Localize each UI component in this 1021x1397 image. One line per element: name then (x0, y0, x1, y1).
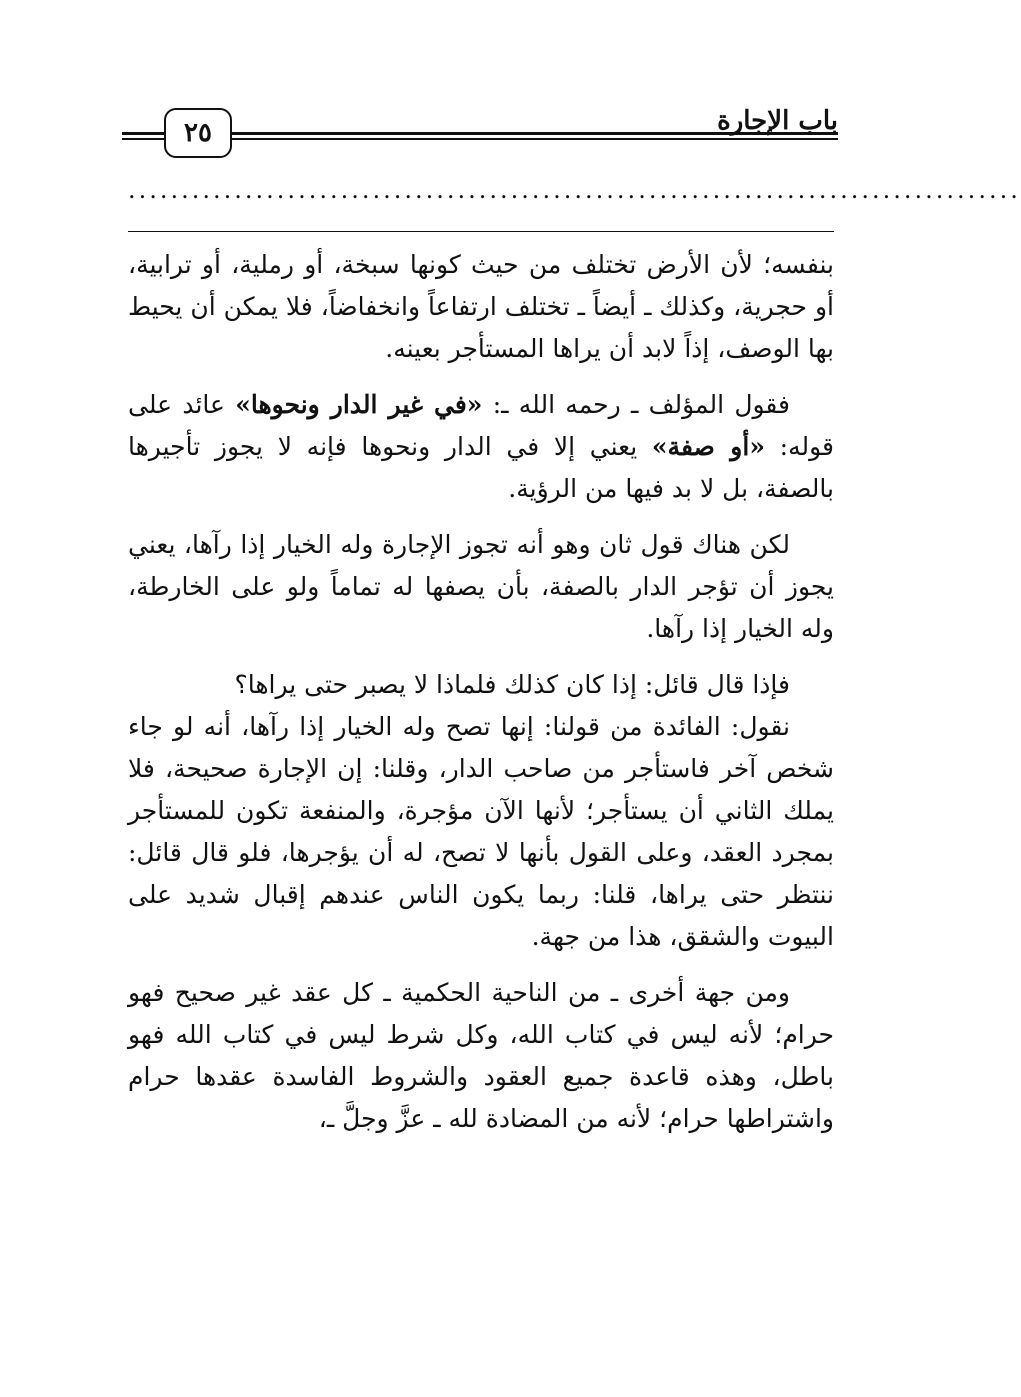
page-header (122, 100, 838, 162)
paragraph: بنفسه؛ لأن الأرض تختلف من حيث كونها سبخة، أو رملية، أو ترابية، أو حجرية، وكذلك ـ أيضاً ـ تختلف ارتفاعاً وانخفاضاً، فلا يمكن أن يحيط بها الوصف، إذاً لابد أن يراها المستأجر بعينه. (128, 250, 834, 363)
chapter-title: باب الإجارة (717, 106, 838, 136)
paragraph-text: يعني إلا في الدار ونحوها فإنه لا يجوز تأجيرها بالصفة، بل لا بد فيها من الرؤية. (128, 432, 834, 503)
paragraph: نقول: الفائدة من قولنا: إنها تصح وله الخيار إذا رآها، أنه لو جاء شخص آخر فاستأجر من صاحب الدار، وقلنا: إن الإجارة صحيحة، فلا يملك الثاني أن يستأجر؛ لأنها الآن مؤجرة، والمنفعة تكون للمستأجر بمجرد العقد، وعلى القول بأنها لا تصح، له أن يؤجرها، فلو قال قائل: ننتظر حتى يراها، قلنا: ربما يكون الناس عندهم إقبال شديد على البيوت والشقق، هذا من جهة. (128, 712, 834, 951)
header-rule (122, 132, 164, 135)
header-rule (230, 138, 838, 140)
paragraph-text: فقول المؤلف ـ رحمه الله ـ: (482, 390, 790, 419)
paragraph-text: عائد على قوله: (128, 390, 834, 461)
body-text (128, 244, 834, 1154)
paragraph: ومن جهة أخرى ـ من الناحية الحكمية ـ كل عقد غير صحيح فهو حرام؛ لأنه ليس في كتاب الله، وكل شرط ليس في كتاب الله فهو باطل، وهذه قاعدة جميع العقود والشروط الفاسدة عقدها حرام واشتراطها حرام؛ لأنه من المضادة لله ـ عزَّ وجلَّ ـ، (128, 978, 834, 1133)
paragraph (128, 384, 834, 510)
paragraph: لكن هناك قول ثان وهو أنه تجوز الإجارة وله الخيار إذا رآها، يعني يجوز أن تؤجر الدار بالصفة، بأن يصفها له تماماً ولو على الخارطة، وله الخيار إذا رآها. (128, 530, 834, 643)
quoted-matn: «أو صفة» (651, 432, 765, 461)
header-rule (122, 138, 164, 140)
page-number: ٢٥ (164, 108, 232, 158)
footnote-rule (128, 231, 834, 232)
paragraph: فإذا قال قائل: إذا كان كذلك فلماذا لا يصبر حتى يراها؟ (234, 670, 790, 699)
quoted-matn: «في غير الدار ونحوها» (235, 390, 483, 419)
dotted-separator: .................................................................................... (128, 176, 1021, 204)
